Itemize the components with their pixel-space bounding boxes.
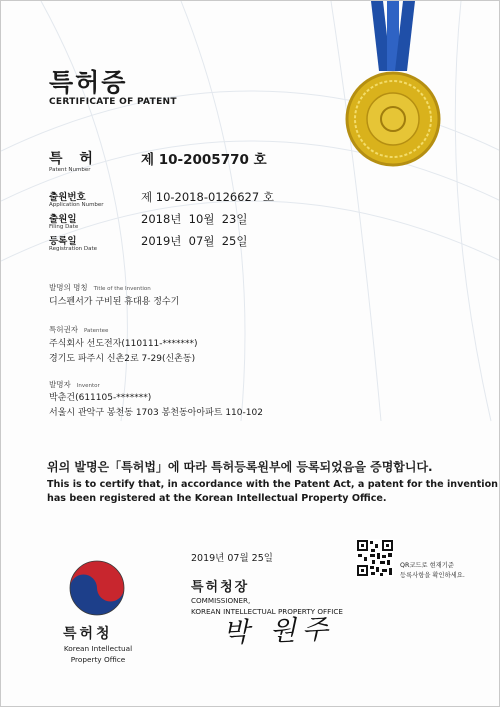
patent-number-label-en: Patent Number — [49, 167, 91, 173]
invention-title-label: 발명의 명칭 — [49, 283, 88, 292]
patentee-name: 주식회사 선도전자(110111-*******) — [49, 339, 198, 349]
inventor-header — [49, 379, 100, 390]
commissioner-en-line2: KOREAN INTELLECTUAL PROPERTY OFFICE — [191, 607, 343, 616]
certificate-title: 특허증 — [49, 68, 128, 97]
inventor-label-en: Inventor — [76, 383, 100, 389]
application-number-value: 제 10-2018-0126627 호 — [141, 190, 274, 204]
qr-instruction-line1: QR코드로 현재기준 — [400, 562, 454, 569]
kipo-name-en-line2: Property Office — [70, 655, 126, 664]
inventor-address: 서울시 관악구 봉천동 1703 봉천동아아파트 110-102 — [49, 408, 263, 418]
patentee-header — [49, 324, 108, 335]
patentee-address: 경기도 파주시 신촌2로 7-29(신촌동) — [49, 354, 196, 364]
qr-code — [356, 539, 394, 577]
application-number-label-en: Application Number — [49, 202, 104, 208]
statement-en-line2: has been registered at the Korean Intellectual Property Office. — [47, 493, 387, 504]
patent-number-label: 특 허 — [49, 151, 99, 167]
ribbon — [371, 1, 415, 71]
filing-date-value: 2018년 10월 23일 — [141, 212, 248, 226]
certification-statement-en — [47, 478, 498, 506]
seal — [347, 73, 439, 165]
inventor-label: 발명자 — [49, 380, 71, 389]
statement-en-line1: This is to certify that, in accordance with the Patent Act, a patent for the invention — [47, 479, 498, 490]
invention-title-header — [49, 282, 151, 293]
commissioner-title: 특허청장 — [191, 580, 250, 595]
application-number-label: 출원번호 — [49, 192, 86, 203]
patentee-label-en: Patentee — [83, 328, 109, 334]
invention-title-label-en: Title of the Invention — [93, 286, 151, 292]
invention-title-value: 디스펜서가 구비된 휴대용 정수기 — [49, 297, 180, 307]
filing-date-label-en: Filing Date — [49, 224, 79, 230]
issue-date: 2019년 07월 25일 — [191, 553, 273, 564]
inventor-name: 박춘건(611105-*******) — [49, 393, 152, 403]
qr-instruction-line2: 등록사항을 확인하세요. — [400, 572, 465, 579]
gold-seal-medal — [331, 1, 461, 181]
certificate-title-en: CERTIFICATE OF PATENT — [49, 97, 177, 107]
patent-number-value: 제 10-2005770 호 — [141, 152, 267, 168]
registration-date-value: 2019년 07월 25일 — [141, 234, 248, 248]
registration-date-label: 등록일 — [49, 236, 77, 247]
commissioner-signature: 박 원주 — [222, 614, 335, 649]
commissioner-en-line1: COMMISSIONER, — [191, 596, 251, 605]
qr-instruction — [400, 561, 465, 581]
kipo-name-en — [53, 643, 143, 665]
kipo-logo-icon — [67, 558, 127, 618]
patentee-label: 특허권자 — [49, 325, 78, 334]
kipo-name-en-line1: Korean Intellectual — [63, 644, 133, 653]
certification-statement-ko: 위의 발명은「특허법」에 따라 특허등록원부에 등록되었음을 증명합니다. — [47, 460, 433, 474]
filing-date-label: 출원일 — [49, 214, 77, 225]
registration-date-label-en: Registration Date — [49, 246, 98, 252]
kipo-name-ko: 특허청 — [63, 626, 113, 642]
